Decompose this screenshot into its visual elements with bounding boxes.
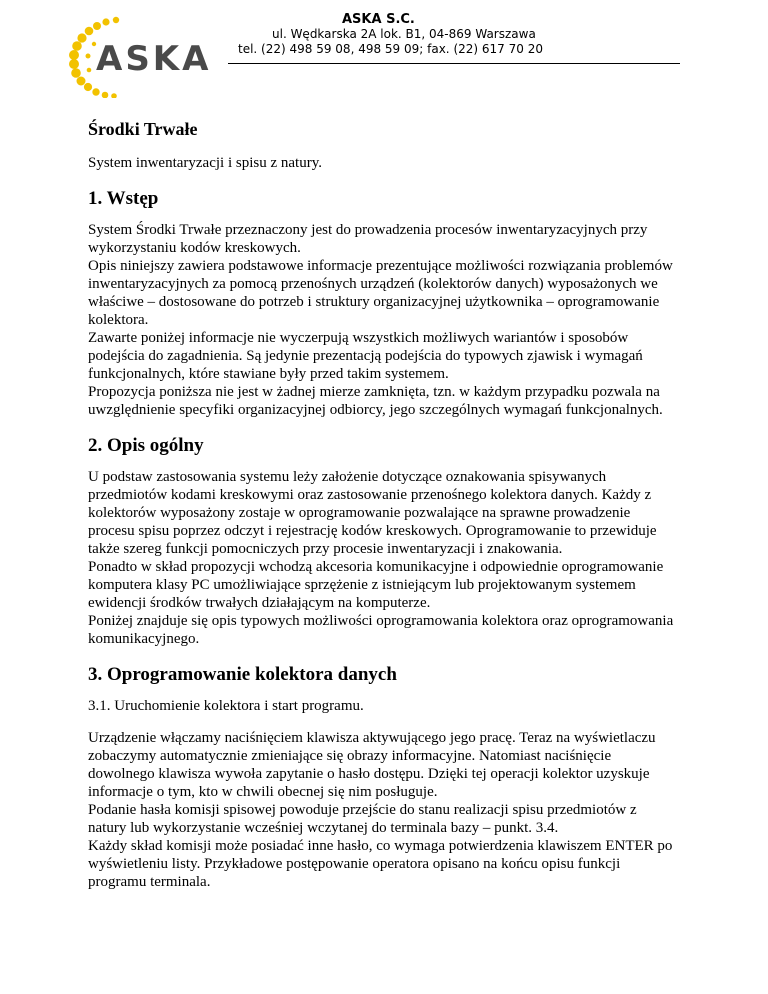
text-line: Zawarte poniżej informacje nie wyczerpują wszystkich możliwych wariantów i sposobów bbox=[88, 330, 629, 346]
text-line: programu terminala. bbox=[88, 874, 211, 890]
letterhead-divider bbox=[228, 63, 680, 64]
text-line: Podanie hasła komisji spisowej powoduje przejście do stanu realizacji spisu przedmiotów z bbox=[88, 802, 637, 818]
text-line: komputera klasy PC umożliwiające sprzężenie z istniejącym lub projektowanym systemem bbox=[88, 577, 636, 593]
text-line: natury lub wykorzystanie wcześniej wczytanej do terminala bazy – punkt. 3.4. bbox=[88, 820, 559, 836]
section-heading-software: 3. Oprogramowanie kolektora danych bbox=[88, 664, 397, 685]
company-address: ul. Wędkarska 2A lok. B1, 04-869 Warszawa bbox=[272, 27, 536, 41]
text-line: System Środki Trwałe przeznaczony jest do prowadzenia procesów inwentaryzacyjnych przy bbox=[88, 222, 648, 238]
text-line: procesu spisu poprzez odczyt i rejestrację kodów kreskowych. Oprogramowanie to przewiduje bbox=[88, 523, 657, 539]
section-text-software bbox=[88, 729, 688, 891]
section-heading-intro: 1. Wstęp bbox=[88, 188, 159, 209]
text-line: podejścia do zagadnienia. Są jedynie prezentacją podejścia do typowych zjawisk i wymagań bbox=[88, 348, 643, 364]
text-line: właściwe – dostosowane do potrzeb i struktury organizacyjnej użytkownika – oprogramowanie bbox=[88, 294, 660, 310]
aska-logo bbox=[64, 14, 242, 98]
text-line: U podstaw zastosowania systemu leży założenie dotyczące oznakowania spisywanych bbox=[88, 469, 607, 485]
text-line: Ponadto w skład propozycji wchodzą akcesoria komunikacyjne i odpowiednie oprogramowanie bbox=[88, 559, 664, 575]
text-line: informacje o tym, kto w chwili obecnej się nim posługuje. bbox=[88, 784, 438, 800]
text-line: Poniżej znajduje się opis typowych możliwości oprogramowania kolektora oraz oprogramowania bbox=[88, 613, 674, 629]
text-line: wykorzystaniu kodów kreskowych. bbox=[88, 240, 301, 256]
text-line: wyświetleniu listy. Przykładowe postępowanie operatora opisano na końcu opisu funkcji bbox=[88, 856, 621, 872]
text-line: komunikacyjnego. bbox=[88, 631, 200, 647]
document-subtitle: System inwentaryzacji i spisu z natury. bbox=[88, 155, 322, 171]
section-text-intro bbox=[88, 221, 688, 419]
logo-wordmark: ASKA bbox=[96, 39, 212, 79]
text-line: ewidencji środków trwałych działającym na komputerze. bbox=[88, 595, 431, 611]
company-contact: tel. (22) 498 59 08, 498 59 09; fax. (22) 617 70 20 bbox=[238, 42, 543, 56]
text-line: także szereg funkcji pomocniczych przy procesie inwentaryzacji i znakowania. bbox=[88, 541, 563, 557]
document-title: Środki Trwałe bbox=[88, 119, 198, 139]
section-text-general bbox=[88, 468, 688, 648]
text-line: kolektora. bbox=[88, 312, 149, 328]
section-heading-general: 2. Opis ogólny bbox=[88, 435, 204, 456]
company-name: ASKA S.C. bbox=[342, 12, 415, 27]
document-body bbox=[88, 112, 688, 905]
text-line: funkcjonalnych, które stawiane były przed takim systemem. bbox=[88, 366, 449, 382]
subsection-heading-startup: 3.1. Uruchomienie kolektora i start programu. bbox=[88, 698, 364, 714]
text-line: zobaczymy automatycznie zmieniające się obrazy informacyjne. Natomiast naciśnięcie bbox=[88, 748, 612, 764]
text-line: inwentaryzacyjnych za pomocą przenośnych urządzeń (kolektorów danych) wyposażonych we bbox=[88, 276, 658, 292]
text-line: dowolnego klawisza wywoła zapytanie o hasło dostępu. Dzięki tej operacji kolektor uzyskuje bbox=[88, 766, 650, 782]
text-line: uwzględnienie specyfiki organizacyjnej odbiorcy, jego szczególnych wymagań funkcjonalnych. bbox=[88, 402, 663, 418]
text-line: Propozycja poniższa nie jest w żadnej mierze zamknięta, tzn. w każdym przypadku pozwala na bbox=[88, 384, 660, 400]
text-line: Urządzenie włączamy naciśnięciem klawisza aktywującego jego pracę. Teraz na wyświetlaczu bbox=[88, 730, 656, 746]
text-line: kolektorów wyposażony zostaje w oprogramowanie pozwalające na sprawne prowadzenie bbox=[88, 505, 631, 521]
letterhead bbox=[232, 12, 680, 57]
text-line: Każdy skład komisji może posiadać inne hasło, co wymaga potwierdzenia klawiszem ENTER po bbox=[88, 838, 673, 854]
text-line: Opis niniejszy zawiera podstawowe informacje prezentujące możliwości rozwiązania problemów bbox=[88, 258, 673, 274]
text-line: przedmiotów kodami kreskowymi oraz zastosowanie przenośnego kolektora danych. Każdy z bbox=[88, 487, 652, 503]
